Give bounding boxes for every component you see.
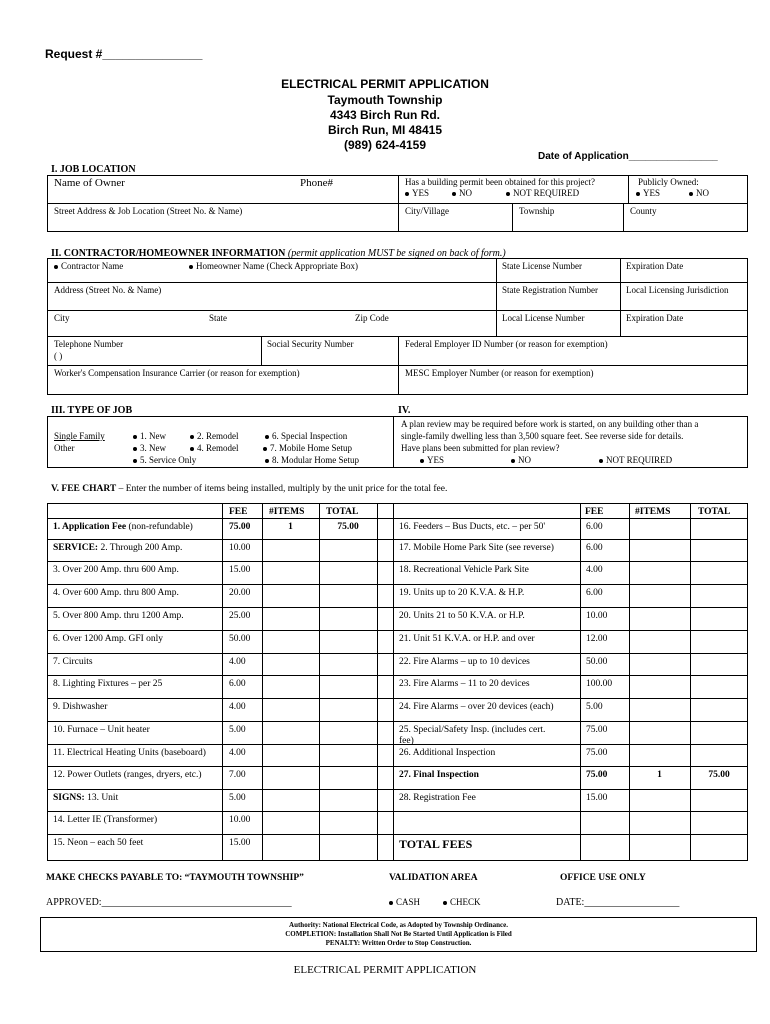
bottom-title: ELECTRICAL PERMIT APPLICATION xyxy=(293,964,477,976)
contractor-city-field[interactable]: City xyxy=(54,313,70,323)
fee-row-text: 4. Over 600 Amp. thru 800 Amp. xyxy=(53,588,179,598)
section-i-heading: I. JOB LOCATION xyxy=(51,164,136,175)
date-line[interactable]: DATE:___________________ xyxy=(556,897,680,908)
left-fee-row-label xyxy=(53,748,206,758)
bullet-icon xyxy=(506,192,510,196)
request-number: Request #_______________ xyxy=(45,47,203,61)
section-iv-heading: IV. xyxy=(398,405,411,416)
left-fee-row-label xyxy=(53,611,184,621)
left-fee-row-label xyxy=(53,588,179,598)
township-field[interactable]: Township xyxy=(519,206,555,216)
owner-name-field[interactable]: Name of Owner xyxy=(54,177,125,189)
bullet-icon xyxy=(452,192,456,196)
fee-row-text: 13. Unit xyxy=(84,793,119,803)
fee-row-text: 6. Over 1200 Amp. GFI only xyxy=(53,634,164,644)
plan-review-text-2: single-family dwelling less than 3,500 square feet. See reverse side for details. xyxy=(401,431,684,441)
fee-row-text: 16. Feeders – Bus Ducts, etc. – per 50' xyxy=(399,522,546,532)
completion-text: COMPLETION: Installation Shall Not Be Started Until Application is Filed xyxy=(285,930,512,938)
fee-row-text: 23. Fire Alarms – 11 to 20 devices xyxy=(399,679,530,689)
permit-no-option[interactable]: NO xyxy=(452,188,472,198)
fee-value: 6.00 xyxy=(586,522,603,532)
fee-row-text: 12. Power Outlets (ranges, dryers, etc.) xyxy=(53,770,202,780)
job-option-5[interactable]: 5. Service Only xyxy=(133,455,196,465)
building-permit-question: Has a building permit been obtained for this project? xyxy=(405,177,595,187)
bullet-icon xyxy=(265,459,269,463)
county-field[interactable]: County xyxy=(630,206,657,216)
fee-row-text-cont: fee) xyxy=(399,736,414,746)
workers-comp-field[interactable]: Worker's Compensation Insurance Carrier (or reason for exemption) xyxy=(54,368,300,378)
fee-row-text: 17. Mobile Home Park Site (see reverse) xyxy=(399,543,554,553)
homeowner-name-option[interactable]: Homeowner Name (Check Appropriate Box) xyxy=(189,261,358,271)
state-registration-field[interactable]: State Registration Number xyxy=(502,285,598,295)
right-fee-row-label xyxy=(399,634,535,644)
left-fee-row-label xyxy=(53,565,179,575)
fee-value: 75.00 xyxy=(586,748,608,758)
fee-col-header: FEE xyxy=(585,507,604,517)
bullet-icon xyxy=(689,192,693,196)
fee-row-text: 5. Over 800 Amp. thru 1200 Amp. xyxy=(53,611,184,621)
city-village-field[interactable]: City/Village xyxy=(405,206,449,216)
fee-value: 5.00 xyxy=(586,702,603,712)
fee-col-header: #ITEMS xyxy=(635,507,671,517)
office-use-only: OFFICE USE ONLY xyxy=(560,873,646,883)
fee-value: 4.00 xyxy=(229,702,246,712)
fee-row-bold-label: 27. Final Inspection xyxy=(399,770,479,780)
fee-value: 50.00 xyxy=(229,634,251,644)
expiration-date-field[interactable]: Expiration Date xyxy=(626,261,684,271)
bullet-icon xyxy=(265,435,269,439)
bullet-icon xyxy=(389,901,393,905)
fee-row-text: 2. Through 200 Amp. xyxy=(98,543,183,553)
telephone-area-code: ( ) xyxy=(54,351,63,361)
contractor-name-option[interactable]: Contractor Name xyxy=(54,261,123,271)
public-yes-option[interactable]: YES xyxy=(636,188,660,198)
township-address: 4343 Birch Run Rd. xyxy=(329,108,441,122)
public-no-option[interactable]: NO xyxy=(689,188,709,198)
bullet-icon xyxy=(420,459,424,463)
plan-no-option[interactable]: NO xyxy=(511,455,531,465)
job-option-8[interactable]: 8. Modular Home Setup xyxy=(265,455,359,465)
right-fee-row-label xyxy=(399,522,545,532)
right-fee-row-label xyxy=(399,748,495,758)
local-expiration-field[interactable]: Expiration Date xyxy=(626,313,684,323)
fee-value: 20.00 xyxy=(229,588,251,598)
fee-value: 10.00 xyxy=(229,815,251,825)
fee-value: 6.00 xyxy=(586,543,603,553)
permit-not-required-option[interactable]: NOT REQUIRED xyxy=(506,188,579,198)
left-fee-row-label xyxy=(53,679,162,689)
fee-col-header: FEE xyxy=(229,507,248,517)
job-option-4[interactable]: 4. Remodel xyxy=(190,443,239,453)
job-option-1[interactable]: 1. New xyxy=(133,431,166,441)
fee-row-text: 18. Recreational Vehicle Park Site xyxy=(399,565,529,575)
right-fee-row-label xyxy=(399,565,529,575)
fee-value: 6.00 xyxy=(586,588,603,598)
fee-row-text: 21. Unit 51 K.V.A. or H.P. and over xyxy=(399,634,535,644)
ssn-field[interactable]: Social Security Number xyxy=(267,339,354,349)
fee-value: 4.00 xyxy=(229,748,246,758)
township-phone: (989) 624-4159 xyxy=(343,138,427,152)
street-address-field[interactable]: Street Address & Job Location (Street No. & Name) xyxy=(54,206,243,216)
cash-option[interactable]: CASH xyxy=(389,897,420,907)
fee-value: 75.00 xyxy=(586,770,608,780)
township-name: Taymouth Township xyxy=(327,93,443,107)
fee-value: 75.00 xyxy=(229,522,251,532)
total-input[interactable]: 75.00 xyxy=(708,770,730,780)
job-option-2[interactable]: 2. Remodel xyxy=(190,431,239,441)
left-fee-row-label xyxy=(53,657,93,667)
owner-phone-field[interactable]: Phone# xyxy=(300,177,333,189)
right-fee-row-label xyxy=(399,770,479,780)
section-ii-heading: II. CONTRACTOR/HOMEOWNER INFORMATION (permit application MUST be signed on back of form.) xyxy=(51,248,506,259)
fee-row-text: 20. Units 21 to 50 K.V.A. or H.P. xyxy=(399,611,525,621)
bullet-icon xyxy=(133,447,137,451)
telephone-field[interactable]: Telephone Number xyxy=(54,339,124,349)
left-fee-row-label xyxy=(53,522,193,532)
fee-value: 4.00 xyxy=(586,565,603,575)
right-fee-row-label xyxy=(399,679,530,689)
fee-row-text: 28. Registration Fee xyxy=(399,793,476,803)
right-fee-row-label xyxy=(399,725,545,735)
fee-value: 15.00 xyxy=(229,565,251,575)
bullet-icon xyxy=(636,192,640,196)
fee-row-text: 25. Special/Safety Insp. (includes cert. xyxy=(399,725,546,735)
check-option[interactable]: CHECK xyxy=(443,897,481,907)
bullet-icon xyxy=(405,192,409,196)
fee-row-text: 26. Additional Inspection xyxy=(399,748,496,758)
plan-review-question: Have plans been submitted for plan review? xyxy=(401,443,560,453)
state-license-field[interactable]: State License Number xyxy=(502,261,582,271)
fee-col-header: TOTAL xyxy=(326,507,359,517)
fee-row-text: 11. Electrical Heating Units (baseboard) xyxy=(53,748,206,758)
fee-value: 75.00 xyxy=(586,725,608,735)
right-fee-row-label xyxy=(399,702,554,712)
fee-value: 25.00 xyxy=(229,611,251,621)
local-licensing-field[interactable]: Local Licensing Jurisdiction xyxy=(626,285,729,295)
right-fee-row-label xyxy=(399,543,554,553)
date-of-application: Date of Application________________ xyxy=(538,151,718,162)
fee-value: 5.00 xyxy=(229,793,246,803)
fee-row-bold-label: 1. Application Fee xyxy=(53,522,127,532)
fee-value: 50.00 xyxy=(586,657,608,667)
right-fee-row-label xyxy=(399,838,472,853)
fee-row-text: 24. Fire Alarms – over 20 devices (each) xyxy=(399,702,554,712)
plan-not-required-option[interactable]: NOT REQUIRED xyxy=(599,455,672,465)
left-fee-row-label xyxy=(53,725,150,735)
fee-row-bold-label: SIGNS: xyxy=(53,793,85,803)
left-fee-row-label xyxy=(53,770,202,780)
left-fee-row-label xyxy=(53,793,118,803)
penalty-text: PENALTY: Written Order to Stop Construction. xyxy=(325,939,472,947)
fee-value: 10.00 xyxy=(586,611,608,621)
left-fee-row-label xyxy=(53,702,107,712)
job-option-3[interactable]: 3. New xyxy=(133,443,166,453)
authority-text: Authority: National Electrical Code, as Adopted by Township Ordinance. xyxy=(289,921,508,929)
permit-yes-option[interactable]: YES xyxy=(405,188,429,198)
bullet-icon xyxy=(190,447,194,451)
fee-value: 10.00 xyxy=(229,543,251,553)
right-fee-row-label xyxy=(399,793,476,803)
checks-payable: MAKE CHECKS PAYABLE TO: “TAYMOUTH TOWNSHIP” xyxy=(46,873,304,883)
bullet-icon xyxy=(54,265,58,269)
fee-value: 5.00 xyxy=(229,725,246,735)
fee-row-text: (non-refundable) xyxy=(126,522,193,532)
right-fee-row-label xyxy=(399,588,524,598)
contractor-address-field[interactable]: Address (Street No. & Name) xyxy=(54,285,162,295)
bullet-icon xyxy=(263,447,267,451)
fee-value: 7.00 xyxy=(229,770,246,780)
fee-row-bold-label: SERVICE: xyxy=(53,543,99,553)
single-family-label: Single Family xyxy=(54,431,105,441)
fee-row-text: 3. Over 200 Amp. thru 600 Amp. xyxy=(53,565,179,575)
section-v-heading: V. FEE CHART – Enter the number of items being installed, multiply by the unit price for the total fee. xyxy=(51,484,448,494)
right-fee-row-label xyxy=(399,657,530,667)
fee-row-text: 7. Circuits xyxy=(53,657,93,667)
total-input[interactable]: 75.00 xyxy=(337,522,359,532)
fee-row-text: 15. Neon – each 50 feet xyxy=(53,838,144,848)
section-iii-heading: III. TYPE OF JOB xyxy=(51,405,133,416)
left-fee-row-label xyxy=(53,838,143,848)
items-input[interactable]: 1 xyxy=(288,522,293,532)
right-fee-row-label xyxy=(399,611,525,621)
bullet-icon xyxy=(133,459,137,463)
bullet-icon xyxy=(443,901,447,905)
bullet-icon xyxy=(189,265,193,269)
items-input[interactable]: 1 xyxy=(657,770,662,780)
plan-review-text-1: A plan review may be required before work is started, on any building other than a xyxy=(401,419,699,429)
mesc-field[interactable]: MESC Employer Number (or reason for exemption) xyxy=(405,368,594,378)
fee-row-text: 19. Units up to 20 K.V.A. & H.P. xyxy=(399,588,525,598)
bullet-icon xyxy=(511,459,515,463)
fee-col-header: TOTAL xyxy=(698,507,731,517)
federal-id-field[interactable]: Federal Employer ID Number (or reason for exemption) xyxy=(405,339,608,349)
fee-value: 15.00 xyxy=(229,838,251,848)
job-option-6[interactable]: 6. Special Inspection xyxy=(265,431,347,441)
publicly-owned-label: Publicly Owned: xyxy=(638,177,699,187)
township-city: Birch Run, MI 48415 xyxy=(327,123,443,137)
fee-value: 4.00 xyxy=(229,657,246,667)
fee-col-header: #ITEMS xyxy=(269,507,305,517)
left-fee-row-label xyxy=(53,543,182,553)
fee-row-bold-label: TOTAL FEES xyxy=(399,837,473,851)
other-label: Other xyxy=(54,443,75,453)
bullet-icon xyxy=(133,435,137,439)
local-license-field[interactable]: Local License Number xyxy=(502,313,585,323)
fee-value: 6.00 xyxy=(229,679,246,689)
validation-area: VALIDATION AREA xyxy=(389,873,478,883)
bullet-icon xyxy=(599,459,603,463)
fee-row-text: 22. Fire Alarms – up to 10 devices xyxy=(399,657,530,667)
fee-value: 100.00 xyxy=(586,679,613,689)
contractor-zip-field[interactable]: Zip Code xyxy=(355,313,389,323)
approved-line[interactable]: APPROVED:______________________________________ xyxy=(46,897,292,908)
plan-yes-option[interactable]: YES xyxy=(420,455,444,465)
contractor-state-field[interactable]: State xyxy=(209,313,227,323)
fee-row-text: 8. Lighting Fixtures – per 25 xyxy=(53,679,163,689)
left-fee-row-label xyxy=(53,634,163,644)
left-fee-row-label xyxy=(53,815,157,825)
fee-value: 12.00 xyxy=(586,634,608,644)
fee-row-text: 14. Letter IE (Transformer) xyxy=(53,815,158,825)
fee-row-text: 9. Dishwasher xyxy=(53,702,108,712)
fee-value: 15.00 xyxy=(586,793,608,803)
job-option-7[interactable]: 7. Mobile Home Setup xyxy=(263,443,352,453)
bullet-icon xyxy=(190,435,194,439)
fee-row-text: 10. Furnace – Unit heater xyxy=(53,725,150,735)
form-title: ELECTRICAL PERMIT APPLICATION xyxy=(281,77,489,91)
